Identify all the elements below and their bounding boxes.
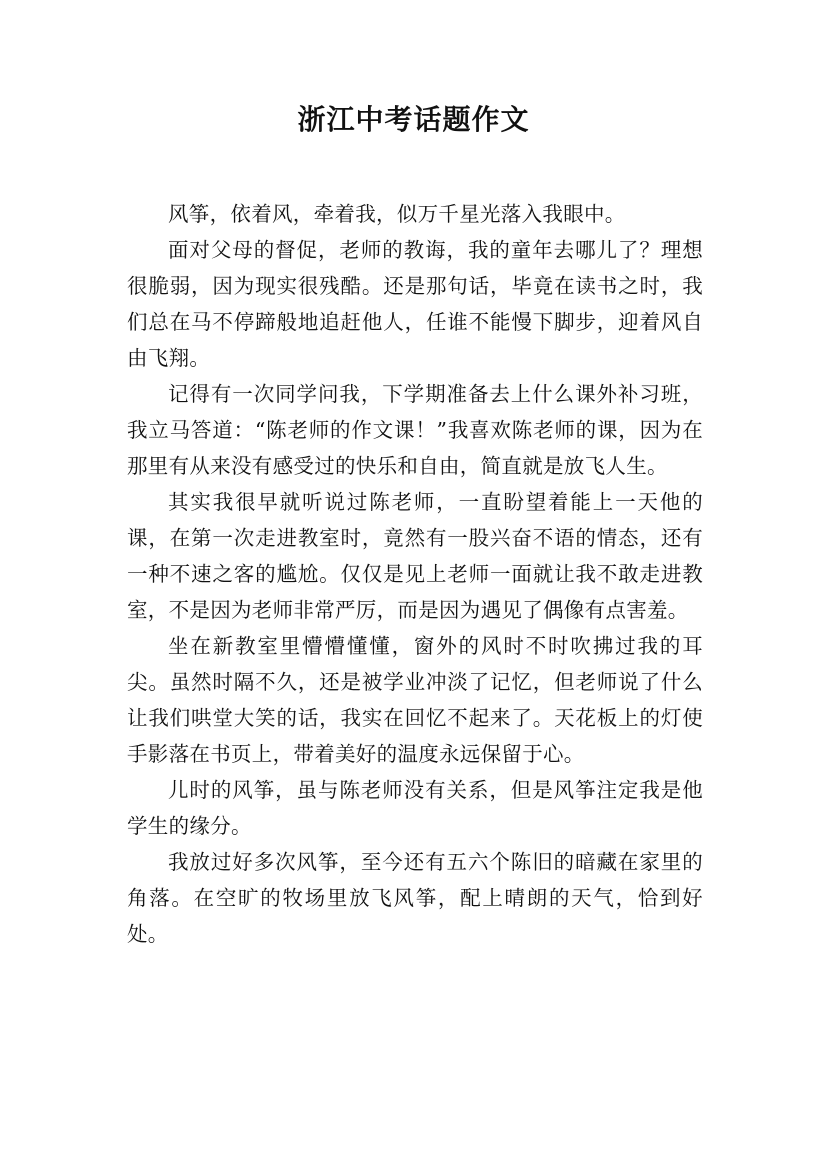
document-title: 浙江中考话题作文 <box>297 103 530 136</box>
document-body <box>127 196 703 952</box>
paragraph: 面对父母的督促，老师的教诲，我的童年去哪儿了？理想很脆弱，因为现实很残酷。还是那句话，毕竟在读书之时，我们总在马不停蹄般地追赶他人，任谁不能慢下脚步，迎着风自由飞翔。 <box>127 238 703 370</box>
paragraph: 风筝，依着风，牵着我，似万千星光落入我眼中。 <box>168 202 626 226</box>
paragraph: 坐在新教室里懵懵懂懂，窗外的风时不时吹拂过我的耳尖。虽然时隔不久，还是被学业冲淡了记忆，但老师说了什么让我们哄堂大笑的话，我实在回忆不起来了。天花板上的灯使手影落在书页上，带着美好的温度永远保留于心。 <box>127 634 703 766</box>
paragraph: 记得有一次同学问我，下学期准备去上什么课外补习班，我立马答道：“陈老师的作文课！”我喜欢陈老师的课，因为在那里有从来没有感受过的快乐和自由，简直就是放飞人生。 <box>127 382 703 478</box>
paragraph: 其实我很早就听说过陈老师，一直盼望着能上一天他的课，在第一次走进教室时，竟然有一股兴奋不语的情态，还有一种不速之客的尴尬。仅仅是见上老师一面就让我不敢走进教室，不是因为老师非常严厉，而是因为遇见了偶像有点害羞。 <box>127 490 703 622</box>
paragraph: 我放过好多次风筝，至今还有五六个陈旧的暗藏在家里的角落。在空旷的牧场里放飞风筝，配上晴朗的天气，恰到好处。 <box>127 850 703 946</box>
paragraph: 儿时的风筝，虽与陈老师没有关系，但是风筝注定我是他学生的缘分。 <box>127 778 703 838</box>
